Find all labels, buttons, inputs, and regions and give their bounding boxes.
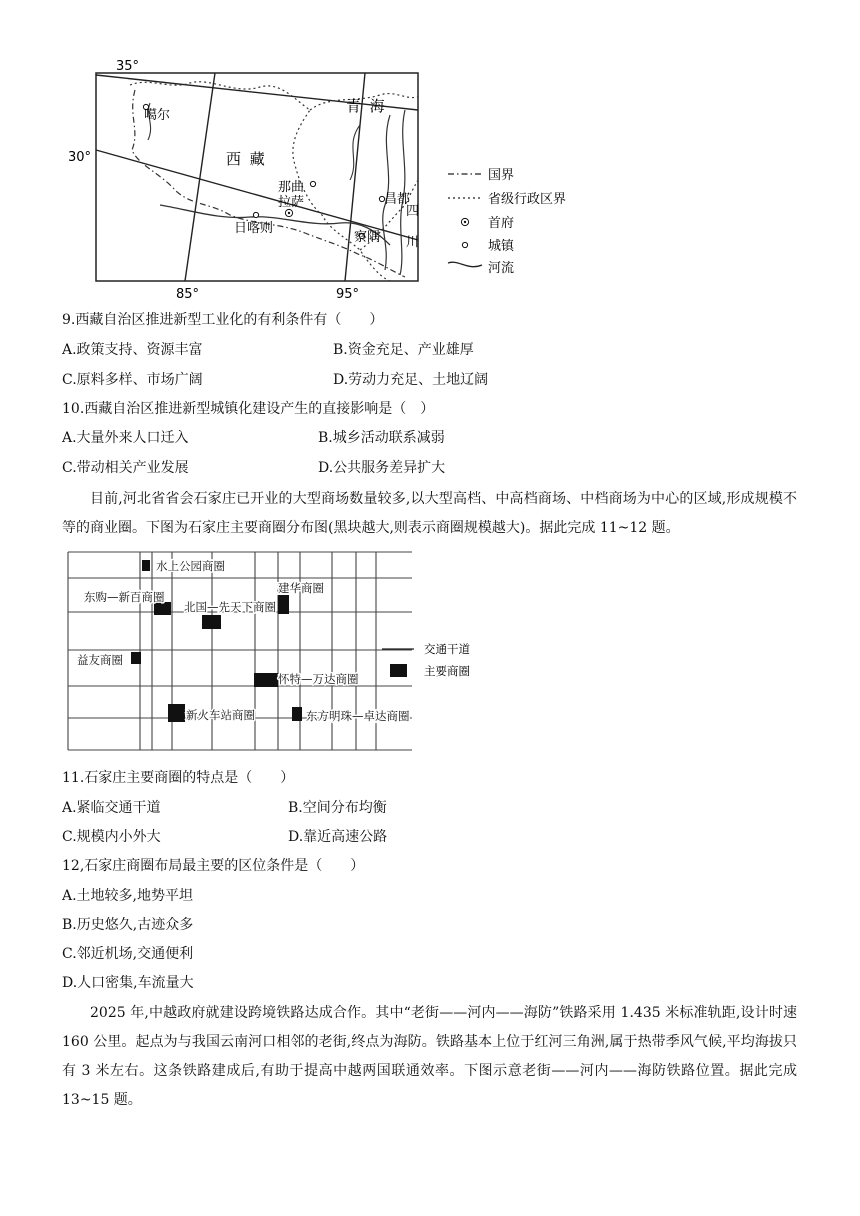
q11-option-d[interactable]: D.靠近高速公路 [288, 829, 388, 845]
legend-traffic-road: 交通干道 [424, 642, 470, 656]
block-huaite-wanda [254, 673, 278, 687]
q9-option-c[interactable]: C.原料多样、市场广阔 [62, 372, 203, 388]
q10-option-d[interactable]: D.公共服务差异扩大 [318, 460, 446, 476]
label-sichuan-1: 四 [406, 204, 420, 219]
label-shuishang-park: 水上公园商圈 [156, 559, 225, 573]
city-nagqu-marker [310, 181, 315, 186]
label-dongfang-zhuoda: 东方明珠—卓达商圈 [306, 709, 410, 723]
block-shuishang-park [142, 560, 150, 571]
q10-stem: 10.西藏自治区推进新型城镇化建设产生的直接影响是（ ） [62, 401, 435, 417]
label-beiguo-xiantianxia: 北国—先天下商圈 [184, 600, 276, 614]
label-zayu: 察隅 [354, 230, 381, 245]
legend-main-district: 主要商圈 [424, 664, 470, 678]
map2-legend [382, 642, 470, 678]
label-nagqu: 那曲 [278, 180, 305, 195]
q12-option-c[interactable]: C.邻近机场,交通便利 [62, 946, 194, 962]
label-shigatse: 日喀则 [234, 221, 274, 236]
label-yiyou: 益友商圈 [77, 653, 123, 667]
label-gar: 噶尔 [144, 108, 171, 123]
block-jianhua [278, 595, 289, 614]
region-xizang: 西 藏 [226, 150, 267, 168]
block-beiguo-xiantianxia [202, 615, 221, 629]
region-qinghai: 青 海 [346, 97, 387, 115]
label-lhasa: 拉萨 [278, 195, 305, 210]
q9-option-b[interactable]: B.资金充足、产业雄厚 [333, 342, 474, 358]
block-new-station [168, 704, 185, 722]
label-huaite-wanda: 怀特—万达商圈 [278, 672, 359, 686]
q12-option-d[interactable]: D.人口密集,车流量大 [62, 975, 194, 991]
legend-capital: 首府 [488, 216, 515, 231]
q11-stem: 11.石家庄主要商圈的特点是（ ） [62, 770, 295, 786]
intro-paragraph-shijiazhuang: 目前,河北省省会石家庄已开业的大型商场数量较多,以大型高档、中高档商场、中档商场为中心的区域,形成规模不等的商业圈。下图为石家庄主要商圈分布图(黑块越大,则表示商圈规模越大)。据此完成 11~12 题。 [62, 491, 797, 536]
legend-national-border: 国界 [488, 168, 515, 183]
q10-option-a[interactable]: A.大量外来人口迁入 [62, 430, 189, 446]
shijiazhuang-map [60, 548, 520, 758]
label-sichuan-2: 川 [406, 235, 420, 250]
q12-option-b[interactable]: B.历史悠久,古迹众多 [62, 917, 194, 933]
legend-river: 河流 [488, 261, 515, 276]
q9-option-a[interactable]: A.政策支持、资源丰富 [62, 342, 203, 358]
label-new-station: 新火车站商圈 [186, 708, 255, 722]
label-donggou-xinbai: 东购—新百商圈 [84, 590, 165, 604]
national-border [132, 90, 405, 277]
lat-35-label: 35° [116, 59, 140, 74]
q10-option-b[interactable]: B.城乡活动联系减弱 [318, 430, 445, 446]
q10-option-c[interactable]: C.带动相关产业发展 [62, 460, 189, 476]
q11-option-a[interactable]: A.紧临交通干道 [62, 800, 161, 816]
q12-stem: 12,石家庄商圈布局最主要的区位条件是（ ） [62, 858, 365, 874]
label-qamdo: 昌都 [384, 192, 411, 207]
q12-option-a[interactable]: A.土地较多,地势平坦 [62, 888, 194, 904]
map1-legend [448, 168, 566, 276]
city-shigatse-marker [253, 212, 258, 217]
legend-town: 城镇 [488, 239, 515, 254]
block-yiyou [131, 652, 141, 664]
longitude-85-line [185, 73, 215, 281]
legend-provincial-boundary: 省级行政区界 [488, 192, 567, 207]
intro-paragraph-railway: 2025 年,中越政府就建设跨境铁路达成合作。其中“老街——河内——海防”铁路采用 1.435 米标准轨距,设计时速 160 公里。起点为与我国云南河口相邻的老街,终点为海防。铁路基本上位于红河三角洲,属于热带季风气候,平均海拔只有 3 米左右。这条铁路建成后,有助于提高中越两国联通效率。下图示意老街——河内——海防铁路位置。据此完成 13~15 题。 [62, 1005, 797, 1108]
q11-option-b[interactable]: B.空间分布均衡 [288, 800, 387, 816]
lon-95-label: 95° [336, 287, 360, 302]
q11-option-c[interactable]: C.规模内小外大 [62, 829, 161, 845]
q9-option-d[interactable]: D.劳动力充足、土地辽阔 [333, 372, 489, 388]
lon-85-label: 85° [176, 287, 200, 302]
tibet-map [60, 55, 580, 305]
lat-30-label: 30° [68, 150, 92, 165]
q9-stem: 9.西藏自治区推进新型工业化的有利条件有（ ） [62, 312, 384, 328]
label-jianhua: 建华商圈 [278, 581, 324, 595]
block-dongfang-zhuoda [292, 707, 302, 721]
